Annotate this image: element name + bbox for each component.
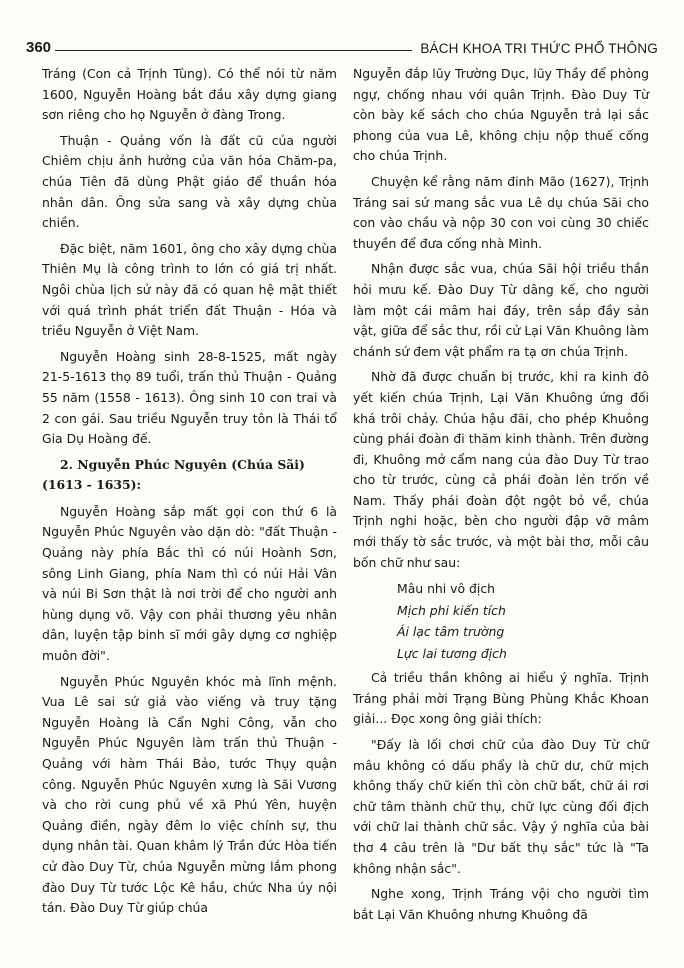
book-title: BÁCH KHOA TRI THỨC PHỔ THÔNG <box>420 41 658 56</box>
poem-line: Ái lạc tâm trường <box>397 624 505 640</box>
paragraph: Nhờ đã được chuẩn bị trước, khi ra kinh đô yết kiến chúa Trịnh, Lại Văn Khuông ứng đối khá trôi chảy. Chúa hậu đãi, cho phép Khuông cùng phái đoàn đi thăm kinh thành. Trên đường đi, Khuông mở cẩm nang của đào Duy Từ trao cho từ trước, cùng cả phái đoàn lẻn trốn về Nam. Thấy phái đoàn đột ngột bỏ về, chúa Trịnh nghi hoặc, bèn cho người đập vỡ mâm mới thấy tờ sắc trước, và một bài thơ, mỗi câu bốn chữ như sau: <box>353 369 649 570</box>
paragraph: Chuyện kể rằng năm đinh Mão (1627), Trịnh Tráng sai sứ mang sắc vua Lê dụ chúa Sãi cho con vào chầu và nộp 30 con voi cùng 30 chiếc thuyền để đưa cống nhà Minh. <box>353 173 649 251</box>
running-header <box>26 34 658 56</box>
paragraph: Nghe xong, Trịnh Tráng vội cho người tìm bắt Lại Văn Khuông nhưng Khuông đã <box>353 886 649 922</box>
poem-line: Mịch phi kiến tích <box>397 602 506 618</box>
page-number: 360 <box>26 39 52 56</box>
paragraph: Nhận được sắc vua, chúa Sãi hội triều thần hỏi mưu kế. Đào Duy Từ dâng kế, cho người làm một cái mâm hai đáy, trên sắp đầy sản vật, giữa để sắc thư, rồi cử Lại Văn Khuông làm chánh sứ đem vật phẩm ra tạ ơn chúa Trịnh. <box>353 261 649 359</box>
paragraph: Tráng (Con cả Trịnh Tùng). Có thể nói từ năm 1600, Nguyễn Hoàng bắt đầu xây dựng giang sơn riêng cho họ Nguyễn ở đàng Trong. <box>42 66 337 123</box>
paragraph: Thuận - Quảng vốn là đất cũ của người Chiêm chịu ảnh hưởng của văn hóa Chăm-pa, chúa Tiên đã dùng Phật giáo để thuần hóa nhân dân. Ông sửa sang và xây dựng chùa chiền. <box>42 132 337 231</box>
left-column <box>42 64 337 924</box>
paragraph: Đặc biệt, năm 1601, ông cho xây dựng chùa Thiên Mụ là công trình to lớn có giá trị nhất. Ngôi chùa lịch sử này đã có quan hệ mật thiết với quá trình phát triển đất Thuận - Hóa và triều Nguyễn ở Việt Nam. <box>42 240 337 339</box>
poem <box>397 578 649 664</box>
paragraph: Nguyễn Phúc Nguyên khóc mà lĩnh mệnh. Vua Lê sai sứ giả vào viếng và truy tặng Nguyễn Hoàng là Cẩn Nghi Công, vẫn cho Nguyễn Phúc Nguyên làm trấn thủ Thuận - Quảng với hàm Thái Bảo, tước Thụy quận công. Nguyễn Phúc Nguyên xưng là Sãi Vương và cho rời cung phủ về xã Phú Yên, huyện Quảng điền, ngày đêm lo việc chính sự, thu dụng nhân tài. Quan khâm lý Trần đức Hòa tiến cử đào Duy Từ, chúa Nguyễn mừng lắm phong đào Duy Từ tước Lộc Kê hầu, chức Nha úy nội tán. Đào Duy Từ giúp chúa <box>42 673 337 916</box>
paragraph: "Đấy là lối chơi chữ của đào Duy Từ chữ mâu không có dấu phẩy là chữ dư, chữ mịch không thấy chữ kiến thì còn chữ bất, chữ ái rơi chữ tâm thành chữ thụ, chữ lực cùng đối địch với chữ lai thành chữ sắc. Vậy ý nghĩa của bài thơ 4 câu trên là "Dư bất thụ sắc" tức là "Ta không nhận sắc". <box>353 737 649 876</box>
paragraph: Nguyễn đắp lũy Trường Dục, lũy Thầy để phòng ngự, chống nhau với quân Trịnh. Đào Duy Từ còn bày kế sách cho chúa Nguyễn trả lại sắc phong của vua Lê, không chịu nộp thuế cống cho chúa Trịnh. <box>353 66 649 164</box>
poem-line: Lực lai tương địch <box>397 645 507 661</box>
paragraph: Cả triều thần không ai hiểu ý nghĩa. Trịnh Tráng phải mời Trạng Bùng Phùng Khắc Khoan giải... Đọc xong ông giải thích: <box>353 670 649 727</box>
paragraph: Nguyễn Hoàng sắp mất gọi con thứ 6 là Nguyễn Phúc Nguyên vào dặn dò: "đất Thuận - Quảng này phía Bắc thì có núi Hoành Sơn, sông Linh Giang, phía Nam thì có núi Hải Vân và núi Bi Sơn thật là nơi trời để cho người anh hùng dụng võ. Vậy con phải thương yêu nhân dân, luyện tập binh sĩ mới gây dựng cơ nghiệp muôn đời". <box>42 503 337 664</box>
right-column <box>353 64 649 930</box>
section-heading: 2. Nguyễn Phúc Nguyên (Chúa Sãi) (1613 - 1635): <box>42 456 305 493</box>
header-rule <box>55 50 412 51</box>
poem-line: Mâu nhi vô địch <box>397 581 495 597</box>
paragraph: Nguyễn Hoàng sinh 28-8-1525, mất ngày 21-5-1613 thọ 89 tuổi, trấn thủ Thuận - Quảng 55 năm (1558 - 1613). Ông sinh 10 con trai và 2 con gái. Sau triều Nguyễn truy tôn là Thái tổ Gia Dụ Hoàng đế. <box>42 348 337 447</box>
